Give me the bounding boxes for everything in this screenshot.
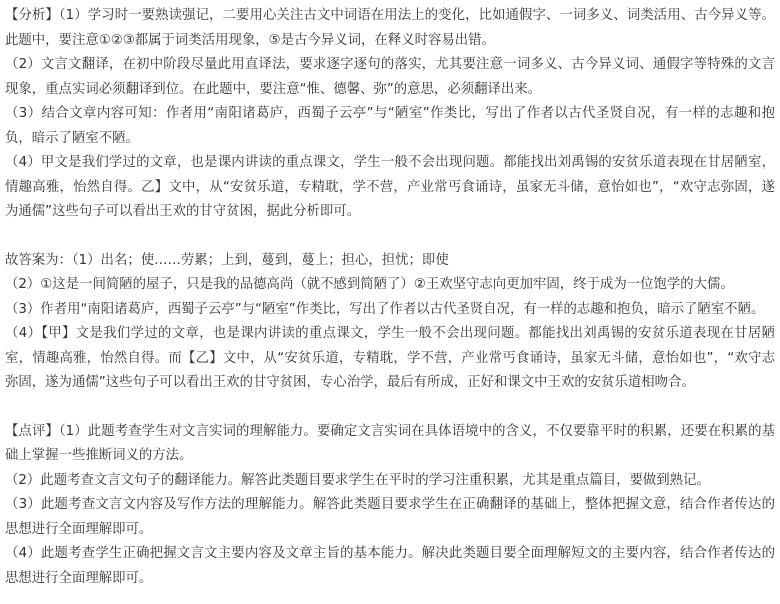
analysis-paragraph-4: （4）甲文是我们学过的文章，也是课内讲读的重点课文，学生一般不会出现问题。都能找出刘禹锡的安贫乐道表现在甘居陋室，情趣高雅，怡然自得。乙】文中，从“安贫乐道，专精耽，学不营，产业常丐食诵诗，虽家无斗储，意怡如也”，“欢守志弥固，遂为通儒”这些句子可以看出王欢的甘守贫困，据此分析即可。 xyxy=(5,155,775,219)
analysis-paragraph-1: 【分析】（1）学习时一要熟读强记，二要用心关注古文中词语在用法上的变化，比如通假字、一词多义、词类活用、古今异义等。此题中，要注意①②③都属于词类活用现象，⑤是古今异义词，在释义时容易出错。 xyxy=(5,8,775,48)
comment-paragraph-2: （2）此题考查文言文句子的翻译能力。解答此类题目要求学生在平时的学习注重积累，尤其是重点篇目，要做到熟记。 xyxy=(5,472,710,488)
answer-section xyxy=(5,249,775,396)
answer-paragraph-1: 故答案为：（1）出名；使……劳累；上到，蔓到，蔓上；担心，担忧；即使 xyxy=(5,252,449,268)
comment-paragraph-1: 【点评】（1）此题考查学生对文言实词的理解能力。要确定文言实词在具体语境中的含义，不仅要靠平时的积累，还要在积累的基础上掌握一些推断词义的方法。 xyxy=(5,423,775,463)
analysis-paragraph-3: （3）结合文章内容可知：作者用“南阳诸葛庐，西蜀子云亭”与“陋室”作类比，写出了作者以古代圣贤自况，有一样的志趣和抱负，暗示了陋室不陋。 xyxy=(5,106,775,146)
section-divider xyxy=(5,396,775,420)
answer-paragraph-3: （3）作者用“南阳诸葛庐，西蜀子云亭”与“陋室”作类比，写出了作者以古代圣贤自况，有一样的志趣和抱负，暗示了陋室不陋。 xyxy=(5,301,765,317)
comment-paragraph-3: （3）此题考查文言文内容及写作方法的理解能力。解答此类题目要求学生在正确翻译的基础上，整体把握文意，结合作者传达的思想进行全面理解即可。 xyxy=(5,497,775,537)
analysis-section xyxy=(5,4,775,225)
answer-paragraph-4: （4）【甲】文是我们学过的文章，也是课内讲读的重点课文，学生一般不会出现问题。都能找出刘禹锡的安贫乐道表现在甘居陋室，情趣高雅，怡然自得。而【乙】文中，从“安贫乐道，专精耽，学不营，产业常丐食诵诗，虽家无斗储，意怡如也”，“欢守志弥固，遂为通儒”这些句子可以看出王欢的甘守贫困，专心治学，最后有所成，正好和课文中王欢的安贫乐道相吻合。 xyxy=(5,326,775,390)
section-divider xyxy=(5,225,775,249)
analysis-paragraph-2: （2）文言文翻译，在初中阶段尽量此用直译法，要求逐字逐句的落实，尤其要注意一词多义、古今异义词、通假字等特殊的文言现象，重点实词必须翻译到位。在此题中，要注意“惟、德馨、弥”的意思，必须翻译出来。 xyxy=(5,57,775,97)
comment-paragraph-4: （4）此题考查学生正确把握文言文主要内容及文章主旨的基本能力。解决此类题目要全面理解短文的主要内容，结合作者传达的思想进行全面理解即可。 xyxy=(5,546,775,586)
comment-section xyxy=(5,420,775,592)
answer-paragraph-2: （2）①这是一间简陋的屋子，只是我的品德高尚（就不感到简陋了）②王欢坚守志向更加牢固，终于成为一位饱学的大儒。 xyxy=(5,277,734,292)
